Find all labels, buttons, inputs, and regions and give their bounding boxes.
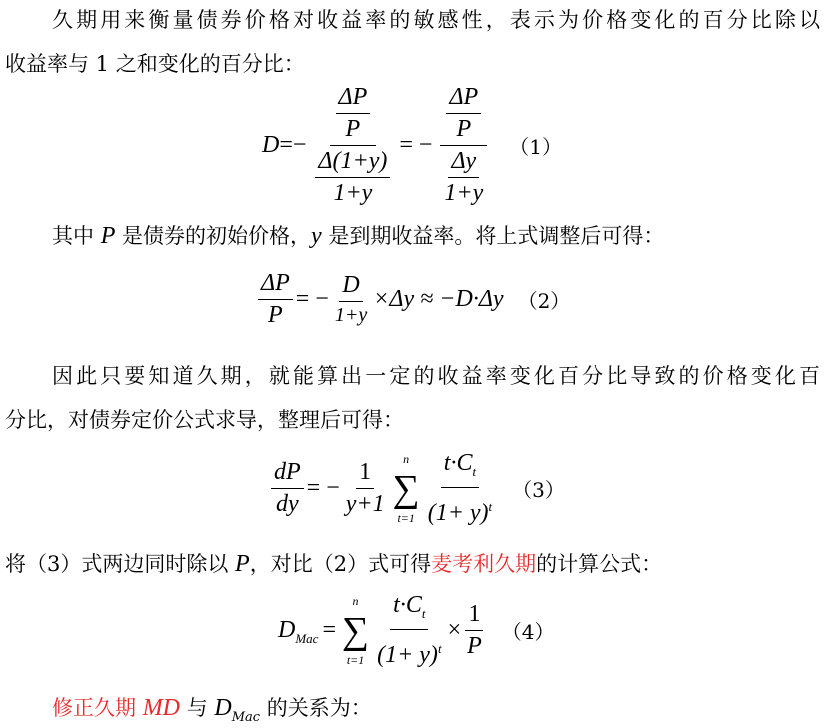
macaulay-duration-term: 麦考利久期 — [431, 552, 537, 576]
eq4-eq: = — [322, 617, 336, 643]
para5-text-a: 与 — [180, 696, 215, 720]
eq3-d1: dy — [276, 491, 299, 517]
para5-d: D — [214, 695, 232, 721]
summation-icon: n ∑ t=1 — [342, 593, 370, 667]
eq4-d1-sup: t — [437, 641, 442, 656]
equation-1 — [262, 84, 562, 207]
para1-line2: 收益率与 1 之和变化的百分比： — [5, 52, 305, 76]
para4-text-c: 的计算公式： — [536, 552, 663, 576]
modified-duration-term: 修正久期 — [52, 696, 136, 720]
eq3-d2: y+1 — [345, 491, 385, 517]
summation-icon: n ∑ t=1 — [392, 451, 420, 525]
eq4-d1: (1+ y) — [377, 642, 438, 668]
eq4-n2: 1 — [465, 601, 483, 631]
eq3-d3: (1+ y) — [427, 500, 489, 526]
para4-text-a: 将（3）式两边同时除以 — [5, 552, 236, 576]
para4 — [5, 550, 662, 578]
eq1-big-frac1 — [309, 84, 396, 207]
eq2-label: （2） — [517, 289, 571, 313]
para5-d-sub: Mac — [231, 710, 261, 725]
eq1-eq2: = − — [399, 132, 433, 158]
eq4-n1-sub: t — [421, 606, 426, 621]
eq3-n1: dP — [271, 459, 304, 489]
equation-2 — [255, 270, 570, 329]
para4-text-b: ，对比（2）式可得 — [249, 552, 432, 576]
eq4-times: × — [447, 617, 462, 643]
eq4-lhs: D — [278, 616, 296, 643]
eq4-sum-bot: t=1 — [346, 652, 365, 667]
para2-text-c: 是到期收益率。将上式调整后可得： — [321, 224, 665, 248]
eq1-big-frac2 — [435, 84, 492, 207]
para4-var-p: P — [235, 551, 250, 577]
eq2-d1: P — [268, 302, 283, 328]
eq2-n2: D — [339, 272, 362, 302]
eq3-n2: 1 — [356, 459, 374, 489]
eq2-d2: 1+y — [334, 304, 368, 326]
eq1-eq: =− — [279, 132, 307, 158]
eq2-eq: = − — [295, 286, 329, 312]
eq3-eq: = − — [306, 475, 340, 501]
eq3-label: （3） — [512, 478, 565, 502]
eq1-lhs: D — [262, 132, 280, 158]
para2-var-p: P — [100, 223, 116, 249]
para2-text-b: 是债券的初始价格， — [115, 224, 312, 248]
para5 — [52, 694, 372, 724]
eq2-rest: ×Δy ≈ −D·Δy — [373, 286, 504, 312]
para5-md: MD — [142, 695, 181, 721]
eq1-label: （1） — [509, 135, 563, 159]
para2 — [52, 222, 664, 250]
para2-text-a: 其中 — [52, 224, 101, 248]
eq1-n1: ΔP — [336, 84, 371, 114]
eq1-d1: P — [345, 116, 361, 142]
eq4-label: （4） — [501, 620, 555, 644]
eq3-n3-sub: t — [472, 464, 477, 479]
eq1-n4: Δy — [448, 148, 479, 178]
eq1-n3: ΔP — [446, 84, 481, 114]
eq4-n1: t·C — [393, 592, 422, 618]
para3-line2: 分比，对债券定价公式求导，整理后可得： — [5, 408, 404, 432]
eq1-d3: P — [456, 116, 472, 142]
eq3-n3: t·C — [443, 450, 473, 476]
para1-line1: 久期用来衡量债券价格对收益率的敏感性，表示为价格变化的百分比除以 — [52, 8, 820, 32]
para5-text-b: 的关系为： — [260, 696, 372, 720]
eq4-lhs-sub: Mac — [295, 630, 319, 646]
eq3-sum-bot: t=1 — [397, 510, 415, 525]
equation-4 — [278, 592, 555, 669]
eq2-n1: ΔP — [258, 270, 293, 300]
eq1-d2: 1+y — [333, 180, 373, 206]
eq3-d3-sup: t — [488, 499, 493, 514]
equation-3 — [268, 450, 565, 527]
eq4-sum-top: n — [352, 593, 359, 608]
eq1-n2: Δ(1+y) — [315, 148, 390, 178]
para2-var-y: y — [311, 223, 322, 249]
eq1-d4: 1+y — [444, 180, 484, 206]
para3-line1: 因此只要知道久期，就能算出一定的收益率变化百分比导致的价格变化百 — [52, 364, 820, 388]
eq4-d2: P — [467, 633, 482, 659]
eq3-sum-top: n — [403, 451, 410, 466]
